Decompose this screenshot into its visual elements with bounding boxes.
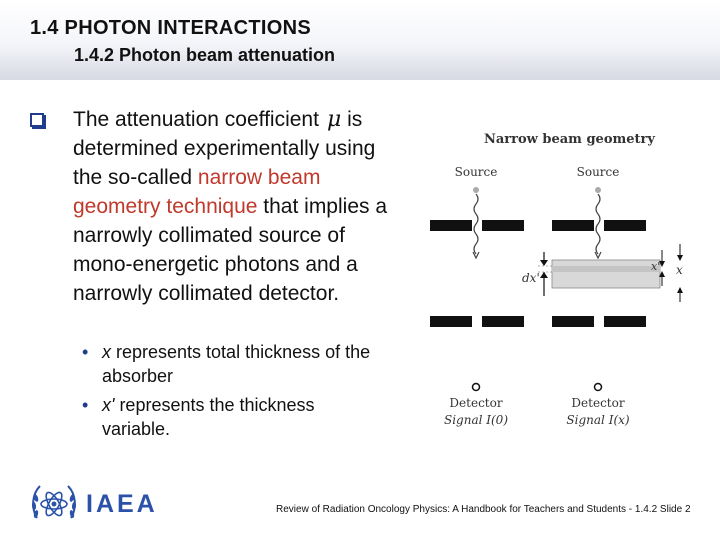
- photon-path-left: [474, 194, 478, 254]
- main-bullet-text: [73, 105, 393, 308]
- iaea-logo-icon: [28, 478, 80, 530]
- collimator-bar: [552, 316, 594, 327]
- collimator-bar: [604, 316, 646, 327]
- highlight-text: narrow beam geometry technique: [73, 166, 321, 218]
- main-text-part-2: is determined experimentally using the so-called: [73, 108, 376, 189]
- sub-bullet-item: [82, 393, 382, 441]
- bullet-dot-icon: •: [82, 342, 89, 362]
- signal-label-right: Signal I(x): [566, 413, 630, 427]
- bullet-dot-icon: •: [82, 395, 89, 415]
- x-arrowhead-top: [677, 255, 683, 261]
- main-text-part-3: that implies a narrowly collimated source of mono-energetic photons and a narrowly collimated detector.: [73, 195, 388, 305]
- absorber-layer-dx: [552, 266, 660, 272]
- slide-subtitle: 1.4.2 Photon beam attenuation: [74, 45, 336, 65]
- mu-symbol: μ: [326, 107, 342, 132]
- detector-icon-left: [473, 384, 480, 391]
- label-x: x: [676, 263, 683, 277]
- photon-arrow-right: [595, 252, 601, 258]
- collimator-bar: [552, 220, 594, 231]
- sub-bullet-text: represents total thickness of the absorber: [102, 342, 371, 386]
- main-text-part-1: The attenuation coefficient: [73, 108, 319, 131]
- dx-arrowhead-top: [540, 260, 548, 266]
- collimator-bar: [482, 220, 524, 231]
- x-arrowhead-bottom: [677, 287, 683, 293]
- sub-bullet-text: represents the thickness variable.: [102, 395, 315, 439]
- narrow-beam-geometry-diagram: [418, 120, 698, 440]
- collimator-bar: [430, 316, 472, 327]
- source-label-right: Source: [576, 165, 620, 179]
- source-dot-right: [595, 187, 601, 193]
- signal-label-left: Signal I(0): [443, 413, 509, 427]
- source-label-left: Source: [454, 165, 498, 179]
- slide-header: [0, 0, 720, 80]
- label-x-prime: x': [651, 260, 661, 273]
- square-bullet-icon: [30, 113, 44, 127]
- absorber-slab: [552, 260, 660, 288]
- dx-arrowhead-bottom: [540, 272, 548, 278]
- collimator-bar: [604, 220, 646, 231]
- collimator-bar: [482, 316, 524, 327]
- label-dx-prime: dx': [522, 271, 540, 285]
- source-dot-left: [473, 187, 479, 193]
- iaea-logo-text: IAEA: [86, 490, 158, 518]
- sub-bullet-list: [82, 340, 382, 446]
- detector-icon-right: [595, 384, 602, 391]
- diagram-title: Narrow beam geometry: [484, 132, 655, 147]
- sub-bullet-item: [82, 340, 382, 388]
- footer-citation: Review of Radiation Oncology Physics: A Handbook for Teachers and Students - 1.4.2 Slide 2: [276, 504, 691, 515]
- photon-arrow-left: [473, 252, 479, 258]
- photon-path-right: [596, 194, 600, 254]
- collimator-bar: [430, 220, 472, 231]
- detector-label-left: Detector: [449, 396, 503, 410]
- variable-x-prime: x': [102, 395, 115, 415]
- variable-x: x: [102, 342, 111, 362]
- detector-label-right: Detector: [571, 396, 625, 410]
- slide-title: 1.4 PHOTON INTERACTIONS: [30, 17, 312, 39]
